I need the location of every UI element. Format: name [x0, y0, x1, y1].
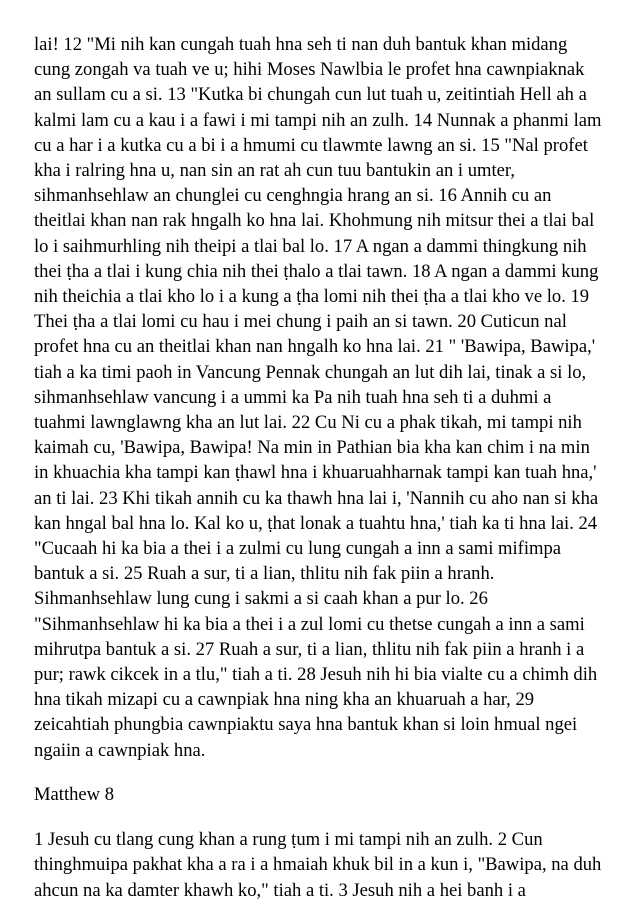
- body-paragraph-matthew-7: lai! 12 "Mi nih kan cungah tuah hna seh ti nan duh bantuk khan midang cung zongah va tuah ve u; hihi Moses Nawlbia le profet hna cawnpiaknak an sullam cu a si. 13 "Kutka bi chungah cun lut tuah u, zeitintiah Hell ah a kalmi lam cu a kau i a fawi i mi tampi nih an zulh. 14 Nunnak a phanmi lam cu a har i a kutka cu a bi i a hmumi cu tlawmte lawng an si. 15 "Nal profet kha i ralring hna u, nan sin an rat ah cun tuu bantukin an i umter, sihmanhsehlaw an chunglei cu cenghngia hrang an si. 16 Annih cu an theitlai khan nan rak hngalh ko hna lai. Khohmung nih mitsur thei a tlai bal lo i saihmurhling nih theipi a tlai bal lo. 17 A ngan a dammi thingkung nih thei ṭha a tlai i kung chia nih thei ṭhalo a tlai tawn. 18 A ngan a dammi kung nih theichia a tlai kho lo i a kung a ṭha lomi nih thei ṭha a tlai kho ve lo. 19 Thei ṭha a tlai lomi cu hau i mei chung i paih an si tawn. 20 Cuticun nal profet hna cu an theitlai khan nan hngalh ko hna lai. 21 " 'Bawipa, Bawipa,' tiah a ka timi paoh in Vancung Pennak chungah an lut dih lai, tinak a si lo, sihmanhsehlaw vancung i a ummi ka Pa nih tuah hna seh ti a duhmi a tuahmi lawnglawng kha an lut lai. 22 Cu Ni cu a phak tikah, mi tampi nih kaimah cu, 'Bawipa, Bawipa! Na min in Pathian bia kha kan chim i na min in khuachia kha tampi kan ṭhawl hna i khuaruahharnak tampi kan tuah hna,' an ti lai. 23 Khi tikah annih cu ka thawh hna lai i, 'Nannih cu aho nan si kha kan hngal bal hna lo. Kal ko u, ṭhat lonak a tuahtu hna,' tiah ka ti hna lai. 24 "Cucaah hi ka bia a thei i a zulmi cu lung cungah a inn a sami mifimpa bantuk a si. 25 Ruah a sur, ti a lian, thlitu nih fak piin a hranh. Sihmanhsehlaw lung cung i sakmi a si caah khan a pur lo. 26 "Sihmanhsehlaw hi ka bia a thei i a zul lomi cu thetse cungah a inn a sami mihrutpa bantuk a si. 27 Ruah a sur, ti a lian, thlitu nih fak piin a hranh i a pur; rawk cikcek in a tlu," tiah a ti. 28 Jesuh nih hi bia vialte cu a chimh dih hna tikah mizapi cu a cawnpiak hna ning kha an khuaruah a har, 29 zeicahtiah phungbia cawnpiaktu saya hna bantuk khan si loin hmual ngei ngaiin a cawnpiak hna.: [34, 34, 602, 761]
- document-page: [34, 32, 604, 903]
- chapter-heading: Matthew 8: [34, 783, 115, 805]
- body-paragraph-matthew-8: 1 Jesuh cu tlang cung khan a rung ṭum i mi tampi nih an zulh. 2 Cun thinghmuipa pakhat kha a ra i a hmaiah khuk bil in a kun i, "Bawipa, na duh ahcun na ka damter khawh ko," tiah a ti. 3 Jesuh nih a hei banh i a: [34, 829, 602, 901]
